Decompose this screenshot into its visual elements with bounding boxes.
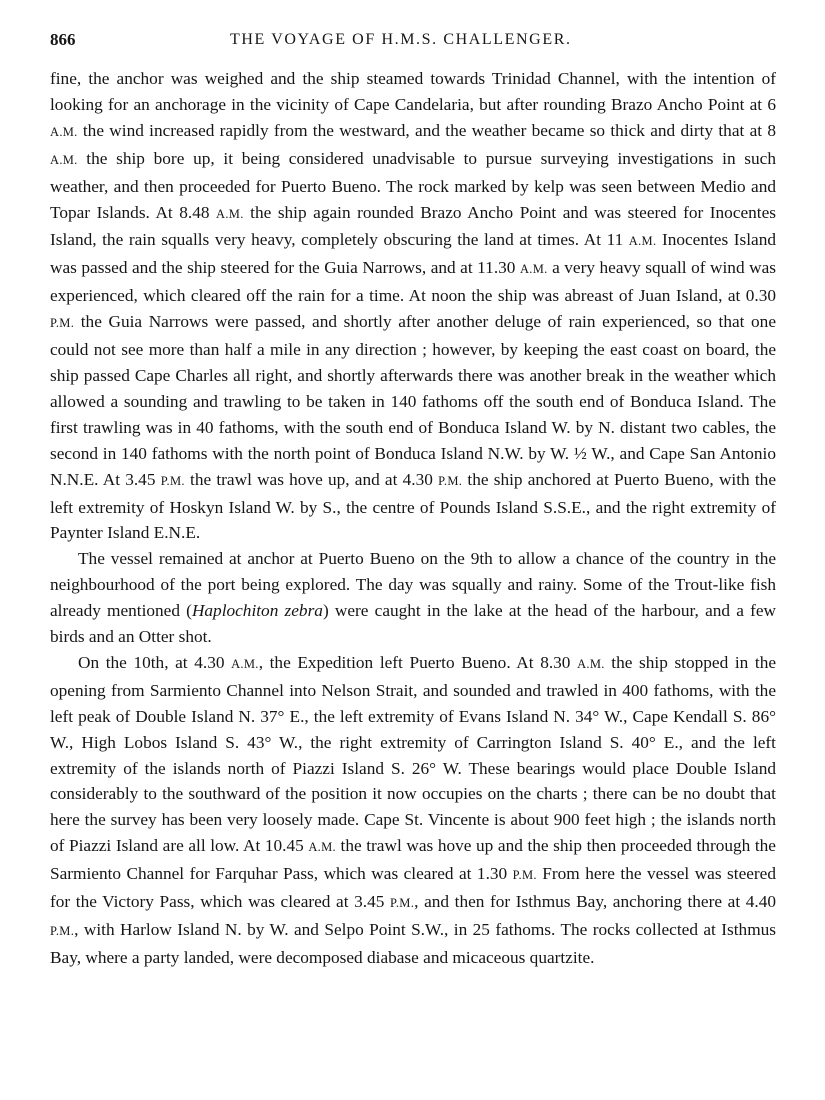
text-run: Inocentes Island was passed and the ship steered for the Guia Narrows, and at 11.30	[50, 230, 776, 278]
text-run: The vessel remained at anchor at Puerto Bueno on the 9th to allow a chance of the country in the neighbourhood of the port being explored. The day was squally and rainy. Some of the Trout-like fish already mentioned (	[50, 549, 776, 621]
text-run: , the Expedition left Puerto Bueno. At 8.30	[258, 652, 578, 672]
text-run: , and then for Isthmus Bay, anchoring there at 4.40	[414, 892, 776, 912]
time-suffix: A.M.	[308, 840, 336, 855]
time-suffix: A.M.	[577, 656, 605, 671]
page-number: 866	[50, 30, 76, 49]
text-run: the ship stopped in the opening from Sarmiento Channel into Nelson Strait, and sounded and trawled in 400 fathoms, with the left peak of Double Island N. 37° E., the left extremity of Evans Island N. 34° W., Cape Kendall S. 86° W., High Lobos Island S. 43° W., the right extremity of Carrington Island S. 40° E., and the left extremity of the islands north of Piazzi Island S. 26° W. These bearings would place Double Island considerably to the southward of the position it now occupies on the charts ; there can be no doubt that here the survey has been very loosely made. Cape St. Vincente is about 900 feet high ; the islands north of Piazzi Island are all low. At 10.45	[50, 652, 777, 856]
text-run: the ship anchored at Puerto Bueno, with the left extremity of Hoskyn Island W. by S., the centre of Pounds Island S.S.E., and the right extremity of Paynter Island E.N.E.	[50, 469, 776, 543]
time-suffix: P.M.	[512, 868, 537, 883]
text-run: , with Harlow Island N. by W. and Selpo Point S.W., in 25 fathoms. The rocks collected at Isthmus Bay, where a party landed, were decomposed diabase and micaceous quartzite.	[50, 920, 776, 967]
text-run: On the 10th, at 4.30	[78, 652, 232, 672]
time-suffix: A.M.	[231, 656, 259, 671]
text-run: fine, the anchor was weighed and the ship steamed towards Trinidad Channel, with the intention of looking for an anchorage in the vicinity of Cape Candelaria, but after rounding Brazo Ancho Point at 6	[50, 69, 776, 114]
text-run: the wind increased rapidly from the westward, and the weather became so thick and dirty that at 8	[77, 120, 776, 140]
text-run: the ship again rounded Brazo Ancho Point and was steered for Inocentes Island, the rain squalls very heavy, completely obscuring the land at times. At 11	[50, 202, 776, 250]
text-run: the Guia Narrows were passed, and shortly after another deluge of rain experienced, so that one could not see more than half a mile in any direction ; however, by keeping the east coast on board, the ship passed Cape Charles all right, and shortly afterwards there was another break in the weather which allowed a sounding and trawling to be taken in 140 fathoms off the south end of Bonduca Island. The first trawling was in 40 fathoms, with the south end of Bonduca Island W. by N. distant two cables, the second in 140 fathoms with the north point of Bonduca Island N.W. by W. ½ W., and Cape San Antonio N.N.E. At 3.45	[50, 312, 776, 489]
time-suffix: A.M.	[50, 124, 78, 139]
paragraph-3	[50, 650, 776, 971]
text-run: the trawl was hove up and the ship then proceeded through the Sarmiento Channel for Farquhar Pass, which was cleared at 1.30	[50, 836, 776, 884]
species-name: Haplochiton zebra	[191, 601, 323, 621]
time-suffix: A.M.	[216, 206, 244, 221]
time-suffix: A.M.	[519, 262, 548, 277]
book-page	[50, 30, 776, 971]
text-run: the ship bore up, it being considered unadvisable to pursue surveying investigations in such weather, and then proceeded for Puerto Bueno. The rock marked by kelp was seen between Medio and Topar Islands. At 8.48	[50, 148, 776, 222]
text-run: the trawl was hove up, and at 4.30	[184, 469, 439, 489]
text-run: From here the vessel was steered for the Victory Pass, which was cleared at 3.45	[50, 864, 776, 912]
paragraph-1	[50, 66, 776, 546]
page-header	[50, 30, 776, 66]
time-suffix: A.M.	[628, 234, 657, 249]
text-run: ) were caught in the lake at the head of the harbour, and a few birds and an Otter shot.	[50, 601, 776, 647]
body-text	[50, 66, 776, 971]
time-suffix: A.M.	[50, 152, 78, 167]
time-suffix: P.M.	[390, 896, 415, 911]
time-suffix: P.M.	[50, 924, 75, 938]
time-suffix: P.M.	[438, 473, 463, 488]
time-suffix: P.M.	[160, 473, 185, 488]
time-suffix: P.M.	[50, 316, 75, 331]
text-run: a very heavy squall of wind was experienced, which cleared off the rain for a time. At noon the ship was abreast of Juan Island, at 0.30	[50, 258, 776, 306]
paragraph-2	[50, 546, 776, 650]
running-title: THE VOYAGE OF H.M.S. CHALLENGER.	[230, 31, 572, 48]
